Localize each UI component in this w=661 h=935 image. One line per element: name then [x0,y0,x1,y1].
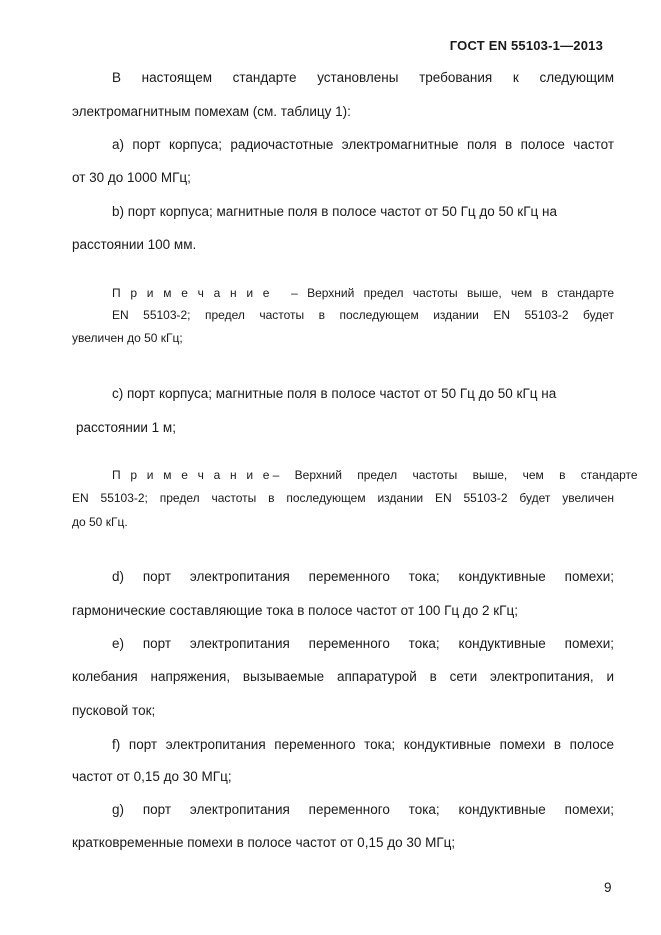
item-e-line-3: пусковой ток; [72,703,156,718]
item-e-line-2: колебания напряжения, вызываемые аппаратурой в сети электропитания, и [72,669,614,684]
note-2-label: П р и м е ч а н и е [112,468,273,482]
note-2-line-1-text: – Верхний предел частоты выше, чем в стандарте [272,468,638,482]
note-1-label: П р и м е ч а н и е [112,286,273,300]
note-1-line-2: EN 55103-2; предел частоты в последующем издании EN 55103-2 будет [112,308,614,322]
item-g-line-1: g) порт электропитания переменного тока; кондуктивные помехи; [112,802,614,817]
item-b-line-2: расстоянии 100 мм. [72,237,197,252]
item-f-line-1: f) порт электропитания переменного тока; кондуктивные помехи в полосе [112,737,614,752]
note-1-line-3: увеличен до 50 кГц; [72,331,183,345]
page-number: 9 [604,880,612,895]
document-header-title: ГОСТ EN 55103-1—2013 [449,38,603,53]
item-d-line-2: гармонические составляющие тока в полосе частот от 100 Гц до 2 кГц; [72,603,518,618]
item-a-line-2: от 30 до 1000 МГц; [72,170,191,185]
item-d-line-1: d) порт электропитания переменного тока; кондуктивные помехи; [112,569,614,584]
item-c-line-1: c) порт корпуса; магнитные поля в полосе частот от 50 Гц до 50 кГц на [112,386,557,401]
note-1-line-1-text: – Верхний предел частоты выше, чем в стандарте [291,286,614,300]
intro-line-2: электромагнитным помехам (см. таблицу 1): [72,104,351,119]
item-g-line-2: кратковременные помехи в полосе частот от 0,15 до 30 МГц; [72,835,456,850]
note-1-line-1 [112,285,614,301]
item-a-line-1: a) порт корпуса; радиочастотные электромагнитные поля в полосе частот [112,137,614,152]
note-2-line-1 [112,467,638,483]
item-b-line-1: b) порт корпуса; магнитные поля в полосе частот от 50 Гц до 50 кГц на [112,204,557,219]
note-2-line-2: EN 55103-2; предел частоты в последующем издании EN 55103-2 будет увеличен [72,491,614,505]
intro-line-1: В настоящем стандарте установлены требования к следующим [112,70,614,85]
note-2-line-3: до 50 кГц. [72,515,128,529]
item-c-line-2: расстоянии 1 м; [76,420,176,435]
item-e-line-1: e) порт электропитания переменного тока; кондуктивные помехи; [112,636,614,651]
item-f-line-2: частот от 0,15 до 30 МГц; [72,769,232,784]
